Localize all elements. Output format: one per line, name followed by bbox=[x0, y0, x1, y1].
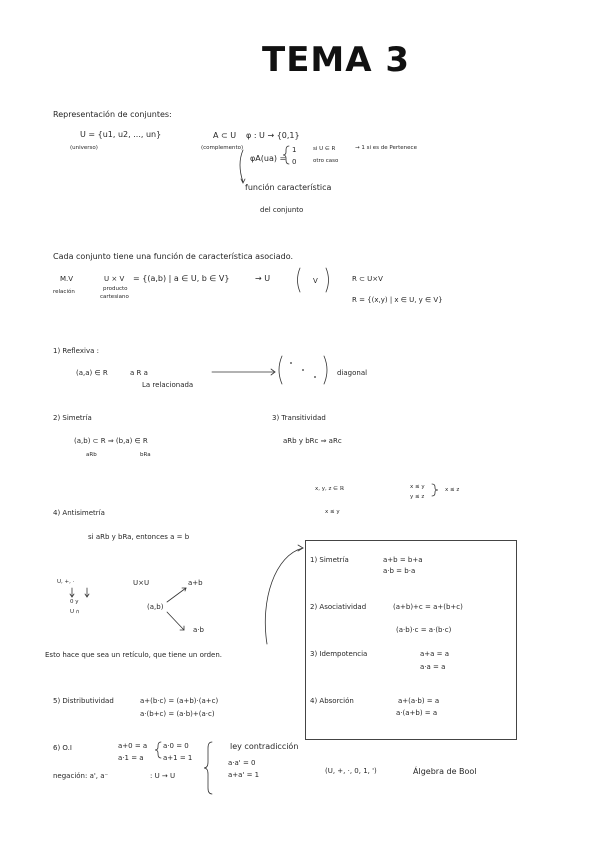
antisymmetry-expr: si aRb y bRa, entonces a = b bbox=[88, 533, 190, 541]
ops-row2: 0 y bbox=[70, 599, 79, 605]
set-definition: = {(a,b) | a ∈ U, b ∈ V} bbox=[133, 274, 230, 283]
universe-set: U = {u1, u2, ..., un} bbox=[80, 130, 162, 139]
matrix-right bbox=[324, 356, 327, 384]
paren-left bbox=[298, 268, 301, 292]
case-zero-condition: otro caso bbox=[313, 158, 339, 164]
box-idempotence: 3) Idempotencia bbox=[310, 650, 368, 658]
distributivity-e2: a·(b+c) = (a·b)+(a·c) bbox=[140, 710, 215, 718]
oi-e1: a+0 = a bbox=[118, 742, 148, 750]
reflexive-expr: (a,a) ∈ R bbox=[76, 369, 108, 377]
sum-ab: a+b bbox=[188, 579, 203, 587]
universe-label: (universo) bbox=[70, 145, 98, 151]
diag-dot-2 bbox=[302, 369, 304, 371]
char-func-arrow bbox=[240, 150, 243, 182]
pair-ab: (a,b) bbox=[147, 603, 164, 611]
contradiction-e1: a·a' = 0 bbox=[228, 759, 256, 767]
oi-e2: a·1 = a bbox=[118, 754, 144, 762]
oi-e4: a+1 = 1 bbox=[163, 754, 193, 762]
box-associativity: 2) Asociatividad bbox=[310, 603, 367, 611]
paren-right bbox=[326, 268, 329, 292]
case-one: 1 bbox=[292, 146, 297, 154]
prod-arrow bbox=[167, 612, 184, 630]
box-symmetry-e2: a·b = b·a bbox=[383, 567, 416, 575]
xyz-real: x, y, z ∈ ℝ bbox=[315, 486, 345, 492]
order-brace bbox=[432, 484, 438, 496]
transitivity-expr: aRb y bRc ⇒ aRc bbox=[283, 437, 342, 445]
negation: negación: a', a⁻ bbox=[53, 772, 109, 780]
case-zero: 0 bbox=[292, 158, 297, 166]
arb: aRb bbox=[86, 452, 97, 458]
matrix-left bbox=[279, 356, 282, 384]
complement-label: (complemento) bbox=[201, 145, 244, 151]
of-set: del conjunto bbox=[260, 206, 304, 214]
transitivity-heading: 3) Transitividad bbox=[272, 414, 326, 422]
x-le-y-2: x ≤ y bbox=[325, 509, 340, 515]
distributivity-e1: a+(b·c) = (a+b)·(a+c) bbox=[140, 697, 219, 705]
cartesian-label: cartesiano bbox=[100, 294, 129, 300]
boolean-algebra: Álgebra de Bool bbox=[413, 767, 477, 776]
antisymmetry-heading: 4) Antisimetría bbox=[53, 509, 105, 517]
page-title: TEMA 3 bbox=[262, 40, 411, 80]
representation-heading: Representación de conjuntes: bbox=[53, 110, 172, 119]
ops-row3: U ∩ bbox=[70, 609, 80, 615]
oi-brace bbox=[155, 742, 161, 758]
box-associativity-e2: (a·b)·c = a·(b·c) bbox=[396, 626, 452, 634]
ara: a R a bbox=[130, 369, 148, 377]
box-symmetry-e1: a+b = b+a bbox=[383, 556, 423, 564]
box-absorption-e1: a+(a·b) = a bbox=[398, 697, 440, 705]
case-one-note: → 1 si es de Pertenece bbox=[355, 145, 417, 151]
oi-heading: 6) O.I bbox=[53, 744, 72, 752]
subset-acu: A ⊂ U bbox=[213, 131, 237, 140]
diag-dot-1 bbox=[290, 362, 292, 364]
diagonal-label: diagonal bbox=[337, 369, 368, 377]
contradiction-law: ley contradicción bbox=[230, 742, 299, 751]
box-symmetry: 1) Simetría bbox=[310, 556, 349, 564]
product-label: producto bbox=[103, 286, 128, 292]
box-idempotence-e2: a·a = a bbox=[420, 663, 446, 671]
box-idempotence-e1: a+a = a bbox=[420, 650, 450, 658]
boole-set: (U, +, ·, 0, 1, ') bbox=[325, 767, 377, 775]
symmetry-heading: 2) Simetría bbox=[53, 414, 92, 422]
uxv-symbol: U × V bbox=[104, 275, 125, 283]
curve-arrow bbox=[265, 548, 303, 644]
reflexive-note: La relacionada bbox=[142, 381, 194, 389]
diag-dot-3 bbox=[314, 376, 316, 378]
relation-label: relación bbox=[53, 289, 75, 295]
phi-map: φ : U → {0,1} bbox=[246, 131, 300, 140]
sum-arrow bbox=[167, 588, 186, 602]
x-le-y: x ≤ y bbox=[410, 484, 425, 490]
reflexive-heading: 1) Reflexiva : bbox=[53, 347, 99, 355]
symmetry-expr: (a,b) ⊂ R ⇒ (b,a) ∈ R bbox=[74, 437, 148, 445]
case-one-condition: si U ∈ R bbox=[313, 146, 336, 152]
box-absorption: 4) Absorción bbox=[310, 697, 354, 705]
lattice-sentence: Esto hace que sea un retículo, que tiene un orden. bbox=[45, 651, 223, 659]
bra: bRa bbox=[140, 452, 151, 458]
contradiction-e2: a+a' = 1 bbox=[228, 771, 260, 779]
negation-map: : U → U bbox=[150, 772, 176, 780]
ops-row1: U, +, · bbox=[57, 579, 75, 585]
association-intro: Cada conjunto tiene una función de característica asociado. bbox=[53, 252, 294, 261]
r-definition: R = {(x,y) | x ∈ U, y ∈ V} bbox=[352, 296, 443, 304]
cases-brace bbox=[283, 146, 289, 164]
v-in-parens: V bbox=[313, 277, 318, 285]
phi-a: φA(ua) = bbox=[250, 154, 287, 163]
y-le-z: y ≤ z bbox=[410, 494, 425, 500]
mv-symbol: M.V bbox=[60, 275, 74, 283]
box-associativity-e1: (a+b)+c = a+(b+c) bbox=[393, 603, 463, 611]
characteristic-function: función característica bbox=[245, 183, 332, 192]
box-absorption-e2: a·(a+b) = a bbox=[396, 709, 438, 717]
uxu: U×U bbox=[133, 579, 150, 587]
big-brace bbox=[204, 742, 212, 794]
prod-ab: a·b bbox=[193, 626, 204, 634]
x-le-z: x ≤ z bbox=[445, 487, 460, 493]
arrow-u: → U bbox=[255, 274, 271, 283]
oi-e3: a·0 = 0 bbox=[163, 742, 189, 750]
distributivity-heading: 5) Distributividad bbox=[53, 697, 114, 705]
r-subset: R ⊂ U×V bbox=[352, 275, 383, 283]
